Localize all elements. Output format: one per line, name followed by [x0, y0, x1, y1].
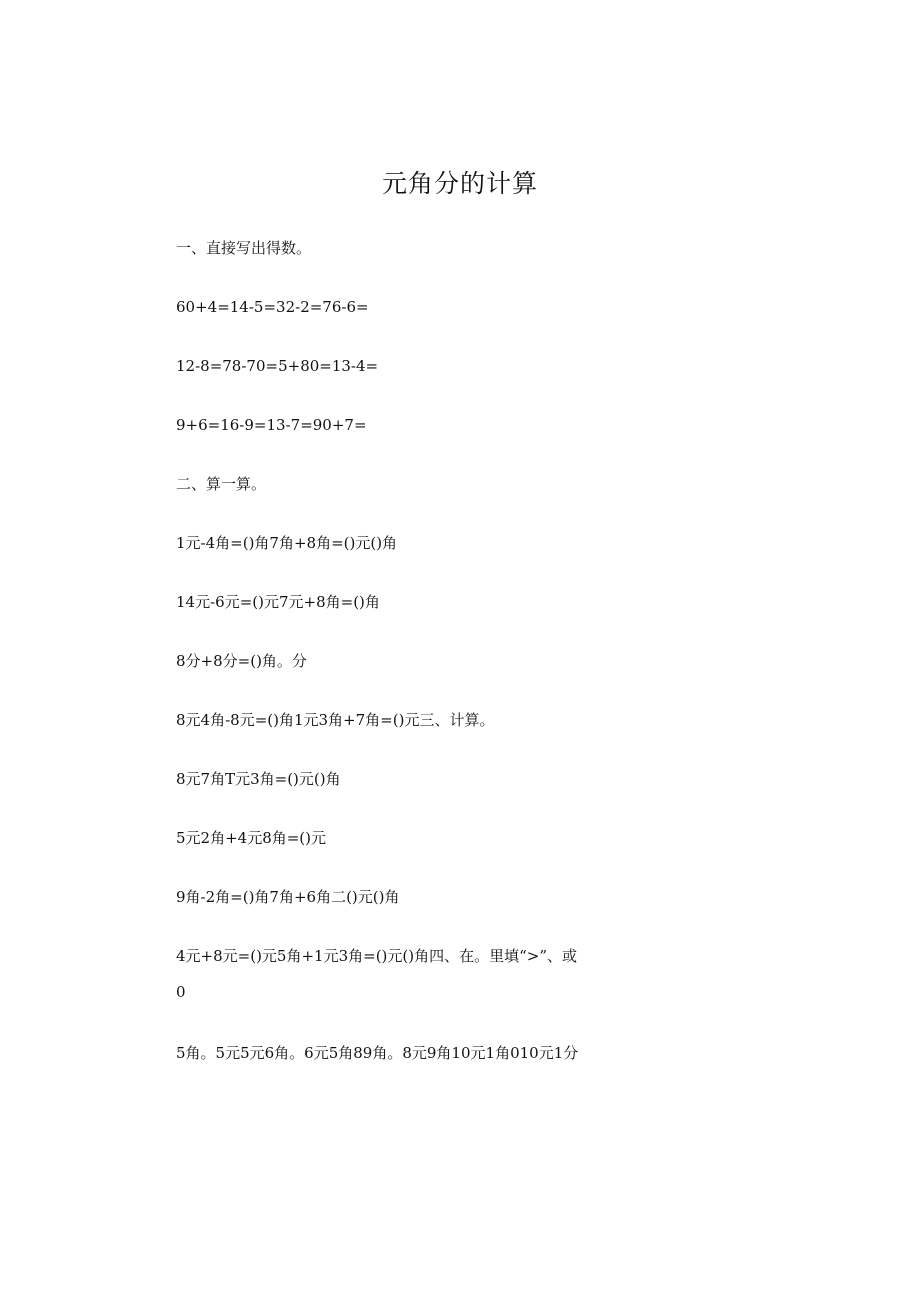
- exercise-line: 8分+8分=()角。分: [176, 652, 307, 670]
- exercise-line: 4元+8元=()元5角+1元3角=()元()角四、在。里填“>”、或: [176, 947, 578, 965]
- exercise-line: 9角-2角=()角7角+6角二()元()角: [176, 888, 400, 906]
- section-heading-2: 二、算一算。: [176, 475, 267, 493]
- exercise-line: 8元4角-8元=()角1元3角+7角=()元三、计算。: [176, 711, 495, 729]
- exercise-line: 12-8=78-70=5+80=13-4=: [176, 357, 379, 375]
- exercise-line: 0: [176, 983, 186, 1001]
- exercise-line: 9+6=16-9=13-7=90+7=: [176, 416, 367, 434]
- exercise-line: 60+4=14-5=32-2=76-6=: [176, 298, 369, 316]
- exercise-line: 14元-6元=()元7元+8角=()角: [176, 593, 380, 611]
- exercise-line: 8元7角T元3角=()元()角: [176, 770, 341, 788]
- exercise-line: 5角。5元5元6角。6元5角89角。8元9角10元1角010元1分: [176, 1044, 579, 1062]
- exercise-line: 5元2角+4元8角=()元: [176, 829, 327, 847]
- exercise-line: 1元-4角=()角7角+8角=()元()角: [176, 534, 398, 552]
- section-heading-1: 一、直接写出得数。: [176, 239, 312, 257]
- page-title: 元角分的计算: [381, 169, 538, 198]
